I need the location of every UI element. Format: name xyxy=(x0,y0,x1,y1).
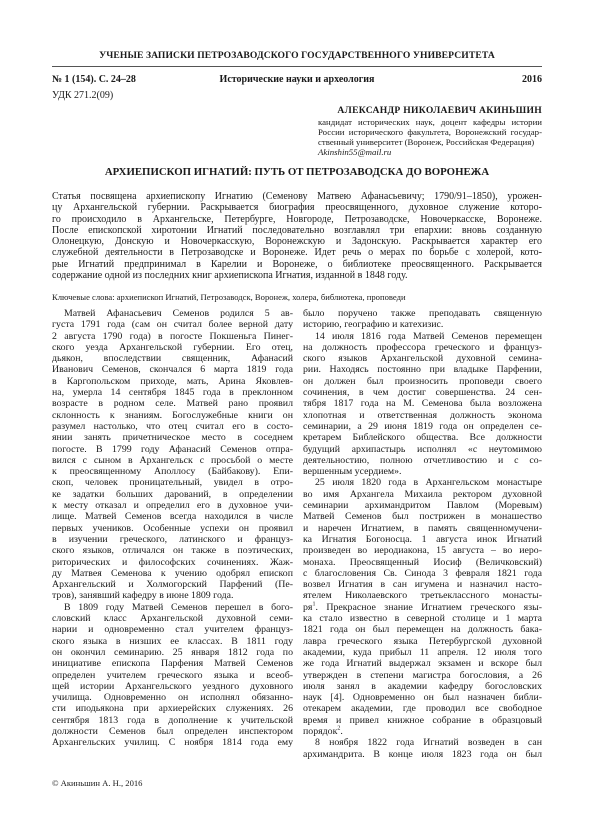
body-line: ка Игнатия Богоносца. 1 августа инок Игнатий xyxy=(303,533,542,545)
body-line: первых учеников. Особенные успехи он проявил xyxy=(52,522,293,534)
body-line: янии занять причетническое место в соседнем xyxy=(52,432,293,444)
abstract-line: служебной деятельности в Петрозаводске и Воронеже. Идет речь о мерах по борьбе с холерой, кото- xyxy=(52,247,542,259)
footnote-mark[interactable]: 1 xyxy=(312,601,316,608)
author-block xyxy=(318,106,542,157)
body-line: Архангельский и Холмогорский Парфений (Пе- xyxy=(52,579,293,591)
body-line: ского языка в низших ее классах. В 1811 году xyxy=(52,635,293,647)
author-email-link[interactable]: Akinshin55@mail.ru xyxy=(318,147,392,157)
body-line: должности Семенов был определен инспектором xyxy=(52,725,293,737)
body-line: к преосвященному Аполлосу (Байбакову). Епи- xyxy=(52,466,293,478)
body-line: 2 августа 1790 года) в погосте Покшеньга Пинег- xyxy=(52,330,293,342)
body-line: хлопотная и ответственная должность эконома xyxy=(303,409,542,421)
abstract-line: Олонецкую, Донскую и Новочеркасскую, Воронежскую и Задонскую. Раскрывается характер его xyxy=(52,236,542,248)
body-line: с благословения Св. Синода 3 февраля 1821 года xyxy=(303,567,542,579)
body-line: к месту отказал и определил его в духовное учи- xyxy=(52,500,293,512)
body-line: ду Матвея Семенова к учению одобрял епископ xyxy=(52,567,293,579)
body-line: семинарии архимандритом Павлом (Моревым) xyxy=(303,500,542,512)
body-line: ского языков Архангельской духовной семина- xyxy=(303,353,542,365)
body-line: в изучении греческого, латинского и француз- xyxy=(52,533,293,545)
author-affiliation-line: ственный университет (Воронеж, Российская Федерация) xyxy=(318,137,535,147)
body-line: сочинения, в чем достиг совершенства. 24 сен- xyxy=(303,387,542,399)
author-affiliation-line: России исторического факультета, Воронежский государ- xyxy=(318,127,542,137)
body-line: деятельностию, полною отчетливостию и с со- xyxy=(303,454,542,466)
body-line: $ря^1$. Прекрасное знание Игнатием греческого язы- xyxy=(303,601,542,613)
body-line: возвел Игнатия в сан игумена и назначил насто- xyxy=(303,579,542,591)
body-line: дьякон, впоследствии священник, Афанасий xyxy=(52,353,293,365)
body-line: сентября 1813 года в дополнение к учительской xyxy=(52,714,293,726)
author-affiliation-line: кандидат исторических наук, доцент кафедры истории xyxy=(318,117,542,127)
body-line: Матвей Афанасьевич Семенов родился 5 ав- xyxy=(64,308,293,319)
body-line: ского уезда Архангельской губернии. Его отец, xyxy=(52,341,293,353)
body-line: нарии и одновременно стал учителем француз- xyxy=(52,624,293,636)
body-line: инициативе епископа Парфения Матвей Семенов xyxy=(52,658,293,670)
body-line: в Каргопольском приходе, мать, Арина Яковлев- xyxy=(52,375,293,387)
body-line: 25 июля 1820 года в Архангельском монастыре xyxy=(315,477,542,489)
body-line: В 1809 году Матвей Семенов перешел в бого- xyxy=(64,601,293,613)
body-line: на должность профессора греческого и француз- xyxy=(303,341,542,353)
body-line: разумел настолько, что отец считал его в состо- xyxy=(52,420,293,432)
abstract xyxy=(52,191,542,281)
body-line: Архангельских училищ. С ноября 1814 года ему xyxy=(52,737,293,749)
body-line: щей истории Архангельского уездного духовного xyxy=(52,680,293,692)
keywords: Ключевые слова: архиепископ Игнатий, Петрозаводск, Воронеж, холера, библиотека, проповеди xyxy=(52,292,406,302)
body-line: Матвей Семенов был пострижен в монашество xyxy=(303,511,542,523)
body-line: время и привел книжное собрание в образцовый xyxy=(303,714,542,726)
author-name: АЛЕКСАНДР НИКОЛАЕВИЧ АКИНЬШИН xyxy=(337,105,542,116)
body-line: июля занял в академии кафедру богословских xyxy=(303,680,542,692)
body-line: порядок$^2$. xyxy=(303,725,343,737)
body-line: словский класс Архангельской духовной семи- xyxy=(52,613,293,625)
body-line: утвержден в степени магистра богословия, а 26 xyxy=(303,669,542,681)
body-line: училища. Одновременно он исполнял обязанно- xyxy=(52,692,293,704)
body-line: Иванович Семенов, скончался 6 марта 1819 года xyxy=(52,364,293,376)
body-line: ского языков, отличался он также в поэтических, xyxy=(52,545,293,557)
copyright: © Акиньшин А. Н., 2016 xyxy=(52,778,143,788)
body-line: семинарии, а 29 июня 1819 года он определен се- xyxy=(303,420,542,432)
body-line: ка стало известно в северной столице и 1 марта xyxy=(303,613,542,625)
body-line: историю, географию и катехизис. xyxy=(303,319,444,331)
body-line: произведен во иеродиакона, 15 августа – во иеро- xyxy=(303,545,542,557)
body-line: будущий архипастырь исполнял «с неутомимою xyxy=(303,443,542,455)
footnote-mark[interactable]: 2 xyxy=(337,725,341,732)
body-line: же года Игнатий выдержал экзамен и вскоре был xyxy=(303,658,542,670)
body-line: было поручено также преподавать священную xyxy=(303,308,542,319)
body-line: погосте. В 1799 году Афанасий Семенов отпра- xyxy=(52,443,293,455)
body-line: монаха. Преосвященный Иосиф (Величковский) xyxy=(303,556,542,568)
body-line: ке задатки больших дарований, в определении xyxy=(52,488,293,500)
body-line: лище. Матвей Семенов всегда находился в числе xyxy=(52,511,293,523)
body-column-left xyxy=(52,308,293,749)
body-line: 8 ноября 1822 года Игнатий возведен в сан xyxy=(315,737,542,749)
body-line: сти иподьякона при архиерейских служениях. 26 xyxy=(52,703,293,715)
body-line: густа 1791 года (сам он считал более верной дату xyxy=(52,319,293,331)
body-line: тров), занявший кафедру в июне 1809 года. xyxy=(52,590,234,602)
abstract-line: содержание одной из последних книг архиепископа Игнатия, изданной в 1848 году. xyxy=(52,270,408,282)
body-line-tail: . Прекрасное знание Игнатием греческого язы- xyxy=(315,601,542,613)
body-line: определен учителем греческого языка и всеоб- xyxy=(52,669,293,681)
abstract-line: После епископской хиротонии Игнатий последовательно возглавлял три епархии: вновь созданную xyxy=(52,224,542,236)
body-line: 14 июля 1816 года Матвей Семенов перемещен xyxy=(315,330,542,342)
abstract-line: цу Архангельской губернии. Раскрывается биография преосвященного, духовное служение которо- xyxy=(52,202,542,214)
journal-title: УЧЕНЫЕ ЗАПИСКИ ПЕТРОЗАВОДСКОГО ГОСУДАРСТВЕННОГО УНИВЕРСИТЕТА xyxy=(99,50,495,61)
body-line: и наречен Игнатием, в память священномучени- xyxy=(303,522,542,534)
abstract-line: рые Игнатий предпринимал в Карелии и Воронеже, о библиотеке преосвященного. Раскрывается xyxy=(52,258,542,270)
section-name: Исторические науки и археология xyxy=(219,74,375,85)
abstract-line: Статья посвящена архиепископу Игнатию (Семенову Матвею Афанасьевичу; 1790/91–1850), урожен- xyxy=(52,191,542,202)
body-line: тября 1817 года на М. Семенова была возложена xyxy=(303,398,542,410)
body-line: ятелем Николаевского третьеклассного монасты- xyxy=(303,590,542,602)
body-line: лавра греческого языка Петербургской духовной xyxy=(303,635,542,647)
body-line: вился с сыном в Архангельск с просьбой о месте xyxy=(52,454,293,466)
issue-number: № 1 (154). С. 24–28 xyxy=(52,74,136,85)
body-line-tail: . xyxy=(340,725,343,737)
body-line: риторических и философских сочинениях. Жаж- xyxy=(52,556,293,568)
body-column-right xyxy=(303,308,542,760)
body-line: 1821 года он был перемещен на должность бака- xyxy=(303,624,542,636)
body-line: скоп, человек проницательный, увидел в отро- xyxy=(52,477,293,489)
issue-year: 2016 xyxy=(522,74,542,85)
article-title: АРХИЕПИСКОП ИГНАТИЙ: ПУТЬ ОТ ПЕТРОЗАВОДСКА ДО ВОРОНЕЖА xyxy=(104,166,490,178)
body-line: вершенным усердием». xyxy=(303,466,402,478)
body-line: архимандрита. В конце июля 1823 года он был xyxy=(303,748,542,760)
body-line: наук [4]. Одновременно он был назначен библи- xyxy=(303,692,542,704)
body-line: академии, куда прибыл 11 апреля. 12 июля того xyxy=(303,646,542,658)
body-line: рии. Находясь постоянно при владыке Парфении, xyxy=(303,364,542,376)
body-line: на, умерла 14 сентября 1845 года в преклонном xyxy=(52,387,293,399)
body-line: отекарем академии, где проводил все свободное xyxy=(303,703,542,715)
body-line: кретарем Библейского общества. Все должности xyxy=(303,432,542,444)
body-line: он окончил семинарию. 25 января 1812 года по xyxy=(52,646,293,658)
body-line: склонность к знаниям. Богослужебные книги он xyxy=(52,409,293,421)
body-line: во имя Архангела Михаила ректором духовной xyxy=(303,488,542,500)
udk-code: УДК 271.2(09) xyxy=(52,90,114,101)
header-rule xyxy=(52,66,542,67)
abstract-line: го происходило в Архангельске, Петербурге, Новгороде, Петрозаводске, Новочеркасске, Воронеже. xyxy=(52,213,542,225)
body-line: он должен был произносить проповеди своего xyxy=(303,375,542,387)
body-line: возрасте в родном селе. Матвей рано проявил xyxy=(52,398,293,410)
